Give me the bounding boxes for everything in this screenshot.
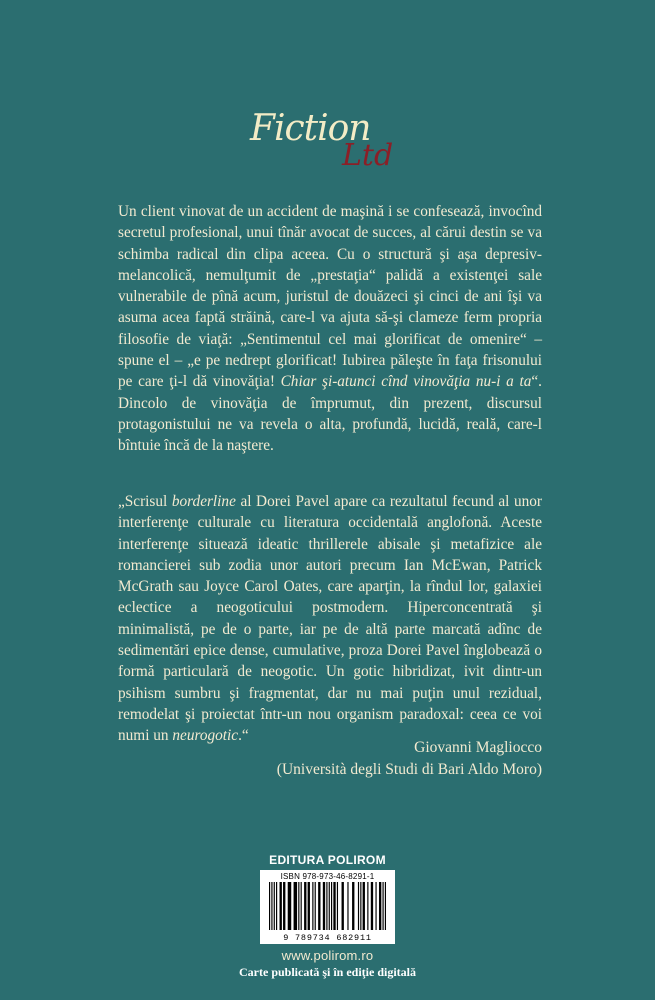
review-text-3: .“ [238,727,249,745]
barcode-bar [385,882,386,930]
barcode-bar [298,882,299,930]
barcode-bar [323,882,325,930]
barcode-bar [375,882,376,930]
barcode-bar [304,882,306,930]
barcode-bar [318,882,320,930]
barcode-bar [329,882,330,930]
barcode-bar [337,882,338,930]
review-affiliation: (Università degli Studi di Bari Aldo Moro) [276,761,542,778]
barcode-bar [288,882,292,930]
barcode-bar [367,882,368,930]
barcode-bar [312,882,313,930]
barcode-bar [352,882,354,930]
barcode-bar [283,882,285,930]
barcode-bar [315,882,316,930]
barcode-bar [347,882,348,930]
barcode-bar [331,882,332,930]
review-signature [277,737,542,781]
publisher-url: www.polirom.ro [281,948,374,963]
barcode-bar [276,882,277,930]
publisher-block [256,853,399,963]
isbn-text: ISBN 978-973-46-8291-1 [280,872,375,881]
review-author: Giovanni Magliocco [414,739,542,756]
ean-digits: 9 789734 682911 [283,933,372,943]
barcode-bar [271,882,272,930]
review-text-2: al Dorei Pavel apare ca rezultatul fecund al unor interferenţe culturale cu literatura occidentală anglofonă. Aceste interferenţe situează ideatic thrillerele abisale şi metafizice ale romancierei sub zodia unor autori precum Ian McEwan, Patrick McGrath sau Joyce Carol Oates, care aparţin, la rîndul lor, galaxiei eclectice a neogoticului postmodern. Hiperconcentrată şi minimalistă, pe de o parte, iar pe de altă parte marcată adînc de sedimentări epice dense, cumulative, proza Dorei Pavel înglobează o formă particulară de neogotic. Un gotic hibridizat, ivit dintr-un psihism sumbru şi fragmentat, dar nu mai puţin unul rezidual, remodelat şi proiectat într-un nou organism paradoxal: ceea ce voi numi un [118,493,542,745]
fiction-ltd-logo [250,108,410,178]
barcode-bar [379,882,381,930]
barcode-bar [363,882,365,930]
barcode-bar [294,882,298,930]
logo-fiction-text: Fiction [250,108,371,149]
blurb-italic-quote: Chiar şi-atunci cînd vinovăţia nu-i a ta [280,373,532,391]
barcode-bar [280,882,282,930]
barcode-bars [268,882,387,930]
publisher-name: EDITURA POLIROM [269,853,386,867]
barcode-bar [274,882,275,930]
logo-ltd-text: Ltd [342,138,394,173]
barcode-bar [333,882,335,930]
barcode-bar [358,882,359,930]
barcode-bar [342,882,344,930]
barcode-bar [360,882,361,930]
barcode-bar [269,882,270,930]
review-paragraph [118,491,542,747]
review-text-1: „Scrisul [118,493,172,510]
review-italic-borderline: borderline [171,493,236,510]
barcode-bar [326,882,327,930]
blurb-paragraph [118,201,542,457]
review-italic-neurogotic: neurogotic [172,727,239,745]
barcode-bar [382,882,383,930]
blurb-text-1: Un client vinovat de un accident de maşină i se confesează, invocînd secretul profesional, unui tînăr avocat de succes, al cărui destin se va schimba radical din clipa aceea. Cu o structură şi aşa depresiv-melancolică, nemulţumit de „prestaţia“ palidă a existenţei sale vulnerabile de pînă acum, juristul de douăzeci şi cinci de ani îşi va asuma acea faptă străină, care-l va ajuta să-şi clameze ferm propria filosofie de viaţă: „Sentimentul cel mai glorificat de omenire“ – spune el – „e pe nedrept glorificat! Iubirea păleşte în faţa frisonului pe care ţi-l dă vinovăţia! [118,203,542,391]
isbn-barcode [260,870,395,944]
barcode-bar [371,882,373,930]
blurb-text-2: “. Dincolo de vinovăţia de împrumut, din prezent, discursul protagonistului ne va revela o alta, profundă, lucidă, reală, care-l bîntuie încă de la naştere. [118,373,542,455]
barcode-bar [308,882,310,930]
digital-edition-note: Carte publicată şi în ediţie digitală [239,965,416,979]
barcode-bar [301,882,302,930]
